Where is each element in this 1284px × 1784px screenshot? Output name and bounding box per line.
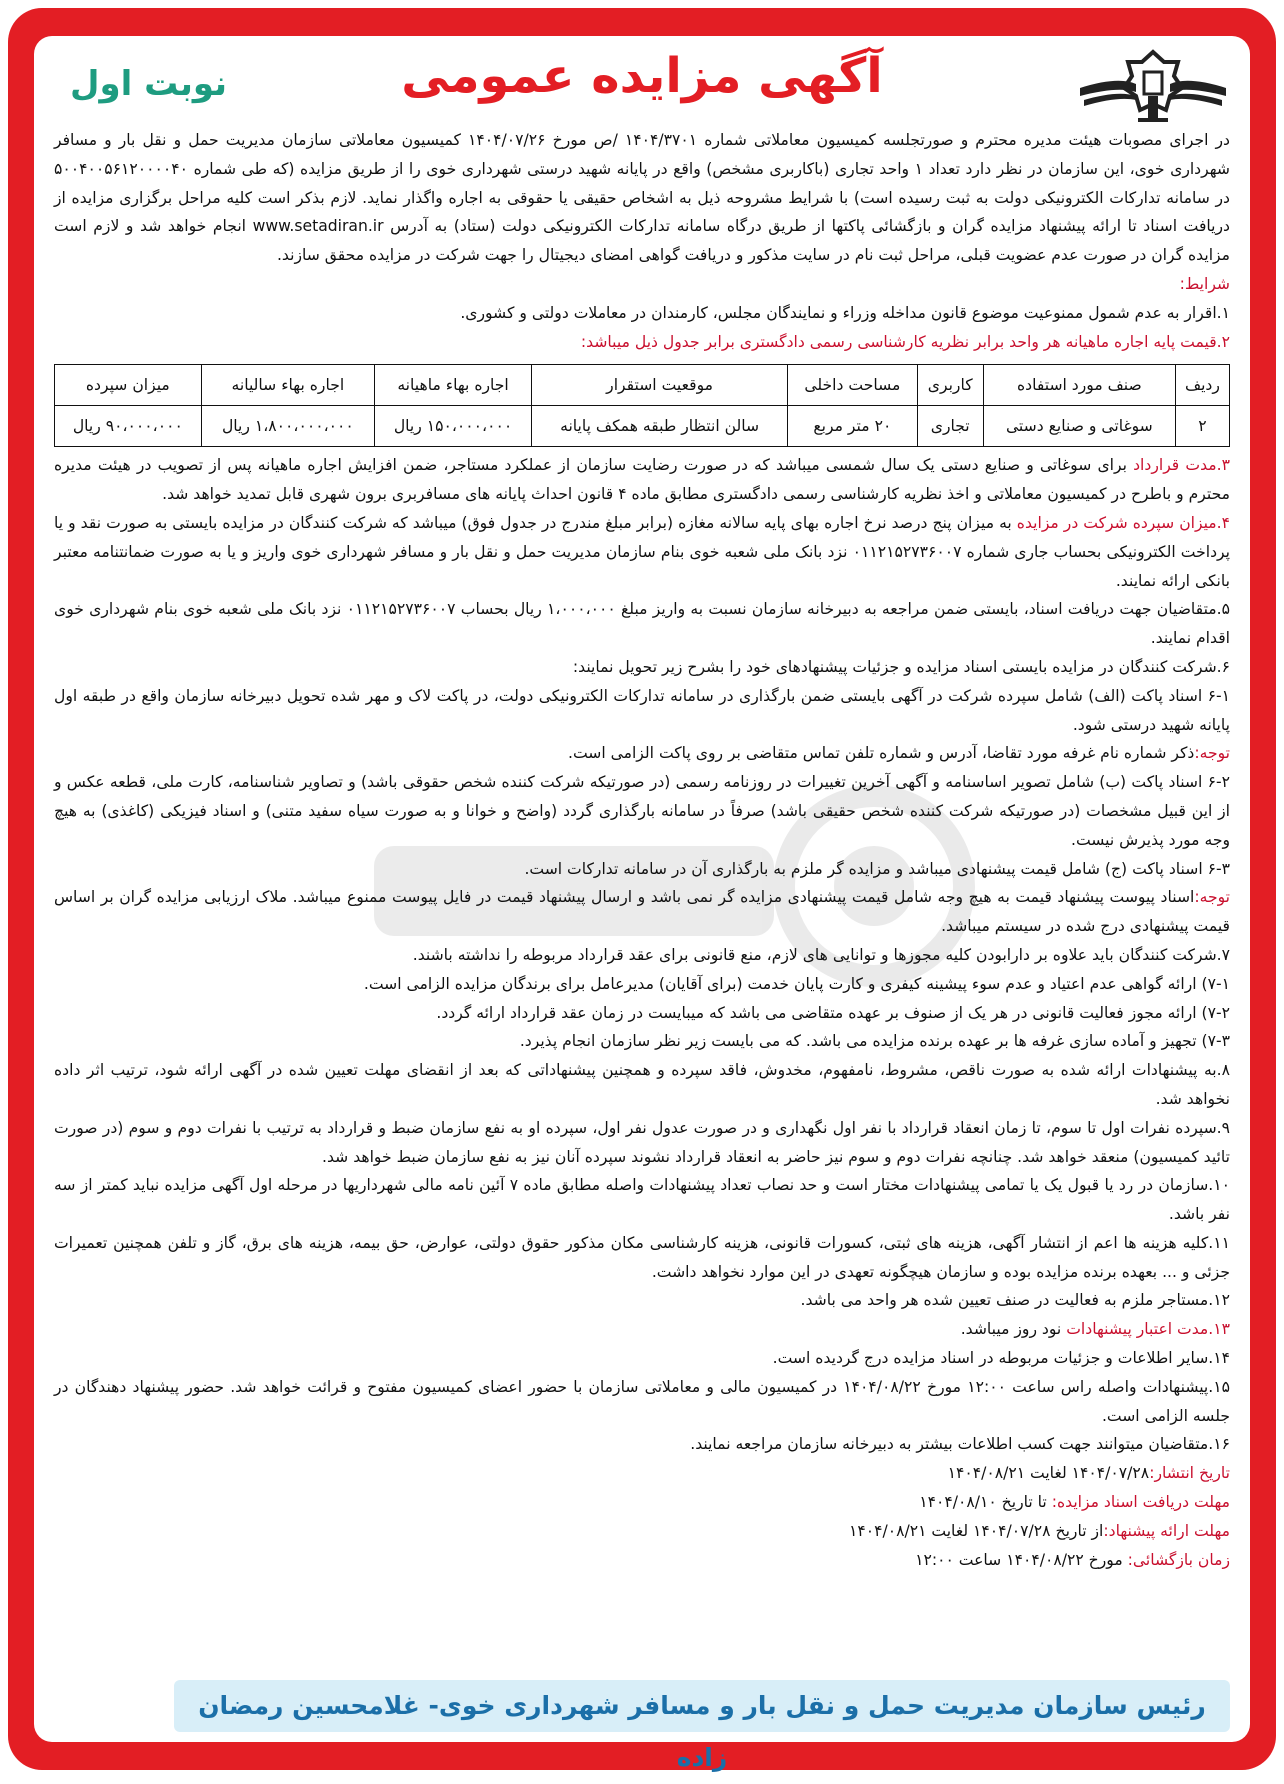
signature-footer: رئیس سازمان مدیریت حمل و نقل بار و مسافر شهرداری خوی- غلامحسین رمضان زاده [174, 1680, 1230, 1732]
table-header-cell: اجاره بهاء ماهیانه [375, 365, 532, 406]
receive-deadline [54, 1488, 1230, 1517]
condition-item-11: ۱۱.کلیه هزینه ها اعم از انتشار آگهی، هزینه های ثبتی، کسورات قانونی، هزینه کارشناسی مکان مذکور حقوق دولتی، عوارض، حق بیمه، هزینه های برق، گاز و تلفن همچنین تعمیرات جزئی و ... بعهده برنده مزایده بوده و سازمان هیچگونه تعهدی در این موارد نخواهد داشت. [54, 1233, 1230, 1281]
opening-time-value: مورخ ۱۴۰۴/۰۸/۲۲ ساعت ۱۲:۰۰ [915, 1550, 1123, 1569]
publish-date-label: تاریخ انتشار: [1149, 1464, 1230, 1483]
table-header-row [55, 365, 1230, 406]
condition-item-4 [54, 509, 1230, 595]
item-4-text: به میزان پنج درصد نرخ اجاره بهای پایه سالانه مغازه (برابر مبلغ مندرج در جدول فوق) میباشد که شرکت کنندگان در مزایده بایستی به صورت نقد و یا پرداخت الکترونیکی بحساب جاری شماره ۰۱۱۲۱۵۲۷۳۶۰۰۷ نزد بانک ملی شعبه خوی بنام سازمان مدیریت حمل و نقل بار و مسافر شهرداری خوی واریز و یا به صورت ضمانتنامه معتبر بانکی ارائه نمایند. [54, 513, 1230, 590]
condition-item-6: ۶.شرکت کنندگان در مزایده بایستی اسناد مزایده و جزئیات پیشنهادهای خود را بشرح زیر تحویل نمایند: [572, 657, 1230, 676]
opening-time [54, 1546, 1230, 1575]
conditions-label: شرایط: [1179, 274, 1230, 293]
note-1 [54, 739, 1230, 768]
table-cell: ۲۰ متر مربع [788, 406, 917, 447]
condition-item-9: ۹.سپرده نفرات اول تا سوم، تا زمان انعقاد قرارداد با نفر اول نگهداری و در صورت عدول نفر اول، سپرده او به نفع سازمان ضبط و قرارداد به ترتیب با نفرات دوم و سوم (در صورت تائید کمیسیون) منعقد خواهد شد. چنانچه نفرات دوم و سوم نیز حاضر به انعقاد قرارداد نشوند سپرده آنان نیز به نفع سازمان ضبط خواهد شد. [54, 1118, 1230, 1166]
intro-paragraph: در اجرای مصوبات هیئت مدیره محترم و صورتجلسه کمیسیون معاملاتی شماره ۱۴۰۴/۳۷۰۱ /ص مورخ ۱۴۰۴/۰۷/۲۶ کمیسیون معاملاتی سازمان مدیریت حمل و نقل بار و مسافر شهرداری خوی، این سازمان در نظر دارد تعداد ۱ واحد تجاری (باکاربری مشخص) واقع در پایانه شهید درستی شهرداری خوی را از طریق مزایده (که طی شماره ۵۰۰۴۰۰۵۶۱۲۰۰۰۰۴۰ در سامانه تدارکات الکترونیکی دولت به ثبت رسیده است) با شرایط مشروحه ذیل به اشخاص حقیقی یا حقوقی به اجاره واگذار نماید. لازم بذکر است کلیه مراحل برگزاری مزایده از دریافت اسناد تا ارائه پیشنهاد مزایده گران و بازگشائی پاکتها از طریق درگاه سامانه تدارکات الکترونیکی دولت (ستاد) به آدرس www.setadiran.ir انجام خواهد شد و لازم است مزایده گران در صورت عدم عضویت قبلی، مراحل ثبت نام در سایت مذکور و دریافت گواهی امضای دیجیتال را جهت شرکت در مزایده محقق سازند. [54, 131, 1231, 265]
table-cell: سالن انتظار طبقه همکف پایانه [531, 406, 787, 447]
condition-item-7: ۷.شرکت کنندگان باید علاوه بر دارابودن کلیه مجوزها و توانایی های لازم، منع قانونی برای عقد قرارداد مربوطه را نداشته باشند. [412, 945, 1230, 964]
table-cell: تجاری [917, 406, 983, 447]
condition-item-13 [54, 1315, 1230, 1344]
table-cell: سوغاتی و صنایع دستی [983, 406, 1175, 447]
condition-item-7-1: ۷-۱) ارائه گواهی عدم اعتیاد و عدم سوء پیشینه کیفری و کارت پایان خدمت (برای آقایان) مدیرعامل برای برندگان مزایده الزامی است. [363, 974, 1230, 993]
item-13-label: ۱۳.مدت اعتبار پیشنهادات [1066, 1320, 1230, 1339]
item-13-text: نود روز میباشد. [960, 1320, 1062, 1339]
condition-item-8: ۸.به پیشنهادات ارائه شده به صورت ناقص، مشروط، نامفهوم، مخدوش، فاقد سپرده و همچنین پیشنهاداتی که بعد از انقضای مهلت تعیین شده در آگهی ارائه شود، ترتیب اثر داده نخواهد شد. [54, 1061, 1230, 1108]
condition-item-3 [54, 451, 1230, 509]
condition-item-6-2: ۶-۲ اسناد پاکت (ب) شامل تصویر اساسنامه و آگهی آخرین تغییرات در روزنامه رسمی (در صورتیکه شرکت کننده شخص حقوقی باشد) و تصاویر شناسنامه، کارت ملی، قطعه عکس و از این قبیل مشخصات (در صورتیکه شرکت کننده شخص حقیقی باشد) صرفاً در سامانه بارگذاری گردد (واضح و خوانا و به صورت سیاه سفید متنی) و اسناد فیزیکی (کاغذی) به هیچ وجه مورد پذیرش نیست. [54, 773, 1230, 849]
condition-item-7-3: ۷-۳) تجهیز و آماده سازی غرفه ها بر عهده برنده مزایده می باشد. که می بایست زیر نظر سازمان انجام پذیرد. [519, 1032, 1230, 1051]
item-3-text: برای سوغاتی و صنایع دستی یک سال شمسی میباشد که در صورت رضایت سازمان از عملکرد مستاجر، ضمن افزایش اجاره ماهیانه پس از تصویب در هیئت مدیره محترم و باطرح در کمیسیون معاملاتی و اخذ نظریه کارشناسی رسمی دادگستری مطابق ماده ۴ قانون احداث پایانه های مسافربری برون شهری قابل تمدید خواهد شد. [54, 456, 1230, 504]
note-label: توجه: [1194, 888, 1230, 907]
condition-item-6-1: ۶-۱ اسناد پاکت (الف) شامل سپرده شرکت در آگهی بایستی ضمن بارگذاری در سامانه تدارکات الکترونیکی دولت، در پاکت لاک و مهر شده تحویل دبیرخانه سازمان واقع در طبقه اول پایانه شهید درستی شود. [54, 686, 1230, 734]
table-header-cell: مساحت داخلی [788, 365, 917, 406]
publish-date [54, 1459, 1230, 1488]
notice-sheet [34, 36, 1250, 1772]
table-row [55, 406, 1230, 447]
submit-deadline [54, 1517, 1230, 1546]
condition-item-1: ۱.اقرار به عدم شمول ممنوعیت موضوع قانون مداخله وزراء و نمایندگان مجلس، کارمندان در معاملات دولتی و کشوری. [460, 303, 1230, 322]
table-cell: ۱،۸۰۰،۰۰۰،۰۰۰ ریال [201, 406, 374, 447]
item-3-label: ۳.مدت قرارداد [1133, 456, 1230, 475]
note-2-text: اسناد پیوست پیشنهاد قیمت به هیچ وجه شامل قیمت پیشنهادی مزایده گر نمی باشد و ارسال پیشنهاد قیمت در فایل پیوست ممنوع میباشد. ملاک ارزیابی مزایده گران بر اساس قیمت پیشنهادی درج شده در سیستم میباشد. [54, 888, 1230, 936]
note-2 [54, 883, 1230, 941]
receive-deadline-label: مهلت دریافت اسناد مزایده: [1051, 1493, 1230, 1512]
table-header-cell: ردیف [1175, 365, 1229, 406]
table-cell: ۱۵۰،۰۰۰،۰۰۰ ریال [375, 406, 532, 447]
opening-time-label: زمان بازگشائی: [1127, 1550, 1230, 1569]
receive-deadline-value: تا تاریخ ۱۴۰۴/۰۸/۱۰ [919, 1493, 1047, 1512]
publish-date-value: ۱۴۰۴/۰۷/۲۸ لغایت ۱۴۰۴/۰۸/۲۱ [947, 1464, 1150, 1483]
condition-item-7-2: ۷-۲) ارائه مجوز فعالیت قانونی در هر یک از صنوف بر عهده متقاضی می باشد که میبایست در زمان عقد قرارداد ارائه گردد. [436, 1003, 1230, 1022]
condition-item-12: ۱۲.مستاجر ملزم به فعالیت در صنف تعیین شده هر واحد می باشد. [800, 1291, 1230, 1310]
table-cell: ۲ [1175, 406, 1229, 447]
header [34, 36, 1250, 132]
notice-body [54, 126, 1230, 1664]
rent-table [54, 364, 1230, 447]
condition-item-2: ۲.قیمت پایه اجاره ماهیانه هر واحد برابر نظریه کارشناسی رسمی دادگستری برابر جدول ذیل میباشد: [580, 332, 1230, 351]
condition-item-15: ۱۵.پیشنهادات واصله راس ساعت ۱۲:۰۰ مورخ ۱۴۰۴/۰۸/۲۲ در کمیسیون مالی و معاملاتی سازمان با حضور اعضای کمیسیون مفتوح و قرائت خواهد شد. حضور پیشنهاد دهندگان در جلسه الزامی است. [54, 1377, 1230, 1425]
submit-deadline-value: از تاریخ ۱۴۰۴/۰۷/۲۸ لغایت ۱۴۰۴/۰۸/۲۱ [848, 1521, 1104, 1540]
note-1-text: ذکر شماره نام غرفه مورد تقاضا، آدرس و شماره تلفن تماس متقاضی بر روی پاکت الزامی است. [568, 744, 1195, 763]
submit-deadline-label: مهلت ارائه پیشنهاد: [1103, 1521, 1230, 1540]
condition-item-14: ۱۴.سایر اطلاعات و جزئیات مربوطه در اسناد مزایده درج گردیده است. [772, 1349, 1230, 1368]
condition-item-10: ۱۰.سازمان در رد یا قبول یک یا تمامی پیشنهادات مختار است و حد نصاب تعداد پیشنهادات واصله مطابق ماده ۷ آئین نامه مالی شهرداریها در مرحله اول آگهی مزایده نباید کمتر از سه نفر باشد. [54, 1176, 1230, 1224]
item-4-label: ۴.میزان سپرده شرکت در مزایده [1016, 513, 1230, 532]
table-header-cell: کاربری [917, 365, 983, 406]
table-header-cell: میزان سپرده [55, 365, 202, 406]
condition-item-5: ۵.متقاضیان جهت دریافت اسناد، بایستی ضمن مراجعه به دبیرخانه سازمان نسبت به واریز مبلغ ۱،۰۰۰،۰۰۰ ریال بحساب ۰۱۱۲۱۵۲۷۳۶۰۰۷ نزد بانک ملی شعبه خوی بنام شهرداری خوی اقدام نمایند. [54, 600, 1230, 648]
note-label: توجه: [1194, 744, 1230, 763]
table-header-cell: صنف مورد استفاده [983, 365, 1175, 406]
table-header-cell: موقعیت استقرار [531, 365, 787, 406]
condition-item-6-3: ۶-۳ اسناد پاکت (ج) شامل قیمت پیشنهادی میباشد و مزایده گر ملزم به بارگذاری آن در سامانه تدارکات است. [524, 859, 1230, 878]
round-label: نوبت اول [70, 64, 227, 104]
table-cell: ۹۰،۰۰۰،۰۰۰ ریال [55, 406, 202, 447]
condition-item-16: ۱۶.متقاضیان میتوانند جهت کسب اطلاعات بیشتر به دبیرخانه سازمان مراجعه نمایند. [690, 1435, 1230, 1454]
notice-title: آگهی مزایده عمومی [401, 48, 883, 104]
table-header-cell: اجاره بهاء سالیانه [201, 365, 374, 406]
